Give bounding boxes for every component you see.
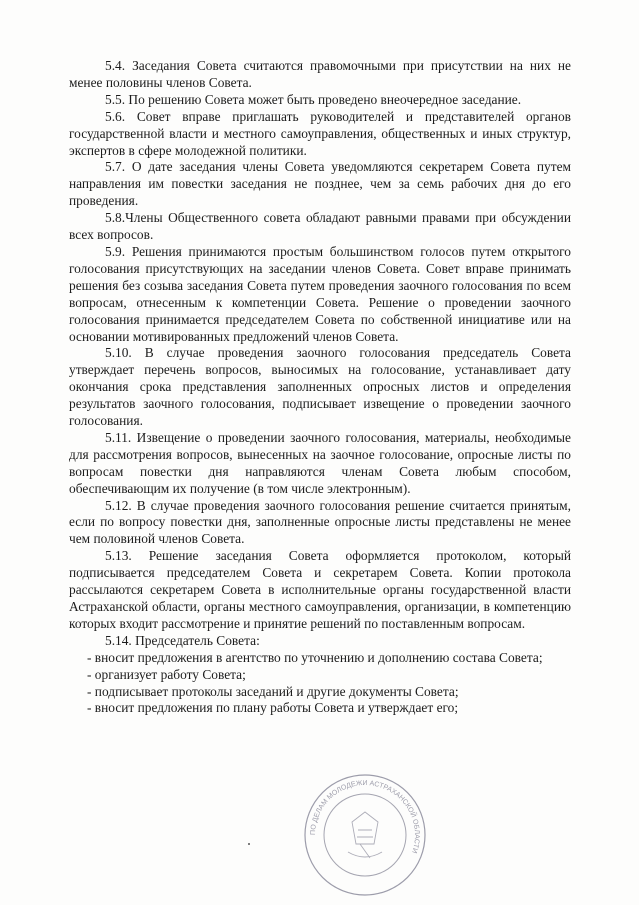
paragraph-5-12: 5.12. В случае проведения заочного голосования решение считается принятым, если по вопросу повестки дня, заполненные опросные листы представлены не менее чем половиной членов Совета. (69, 497, 571, 547)
list-item: - вносит предложения по плану работы Совета и утверждает его; (87, 700, 459, 716)
list-item: - подписывает протоколы заседаний и другие документы Совета; (87, 683, 459, 699)
paragraph-5-11: 5.11. Извещение о проведении заочного голосования, материалы, необходимые для рассмотрения вопросов, вынесенных на заочное голосование, опросные листы по вопросам повестки дня направляются членам Совета любым способом, обеспечивающим их получение (в том числе электронным). (69, 429, 571, 496)
list-item: - вносит предложения в агентство по уточнению и дополнению состава Совета; (87, 649, 543, 665)
document-body (69, 58, 571, 717)
seal-graphic (300, 770, 430, 900)
list-item: - организует работу Совета; (87, 666, 246, 682)
paragraph-5-4: 5.4. Заседания Совета считаются правомочными при присутствии на них не менее половины членов Совета. (69, 58, 571, 90)
seal-inscription: ПО ДЕЛАМ МОЛОДЕЖИ АСТРАХАНСКОЙ ОБЛАСТИ (309, 779, 421, 854)
paragraph-5-10: 5.10. В случае проведения заочного голосования председатель Совета утверждает перечень вопросов, выносимых на голосование, устанавливает дату окончания срока представления заполненных опросных листов и определения результатов заочного голосования, подписывает извещение о проведении заочного голосования. (69, 345, 571, 429)
scan-speck (248, 843, 250, 845)
official-seal-icon (300, 770, 430, 900)
paragraph-5-9: 5.9. Решения принимаются простым большинством голосов путем открытого голосования присутствующих на заседании членов Совета. Совет вправе принимать решения без созыва заседания Совета путем проведения заочного голосования по всем вопросам, отнесенным к компетенции Совета. Решение о проведении заочного голосования принимается председателем Совета по собственной инициативе или на основании мотивированных предложений членов Совета. (69, 243, 571, 344)
paragraph-5-5: 5.5. По решению Совета может быть проведено внеочередное заседание. (105, 91, 522, 107)
paragraph-5-7: 5.7. О дате заседания члены Совета уведомляются секретарем Совета путем направления им повестки заседания не позднее, чем за семь рабочих дня до его проведения. (69, 159, 571, 209)
paragraph-5-8: 5.8.Члены Общественного совета обладают равными правами при обсуждении всех вопросов. (69, 210, 571, 243)
paragraph-5-14: 5.14. Председатель Совета: (105, 632, 260, 648)
paragraph-5-13: 5.13. Решение заседания Совета оформляется протоколом, который подписывается председателем Совета и секретарем Совета. Копии протокола рассылаются секретарем Совета в исполнительные органы государственной власти Астраханской области, органы местного самоуправления, организации, в компетенцию которых входит рассмотрение и принятие решений по поставленным вопросам. (69, 548, 571, 631)
paragraph-5-6: 5.6. Совет вправе приглашать руководителей и представителей органов государственной власти и местного самоуправления, общественных и иных структур, экспертов в сфере молодежной политики. (69, 108, 571, 158)
